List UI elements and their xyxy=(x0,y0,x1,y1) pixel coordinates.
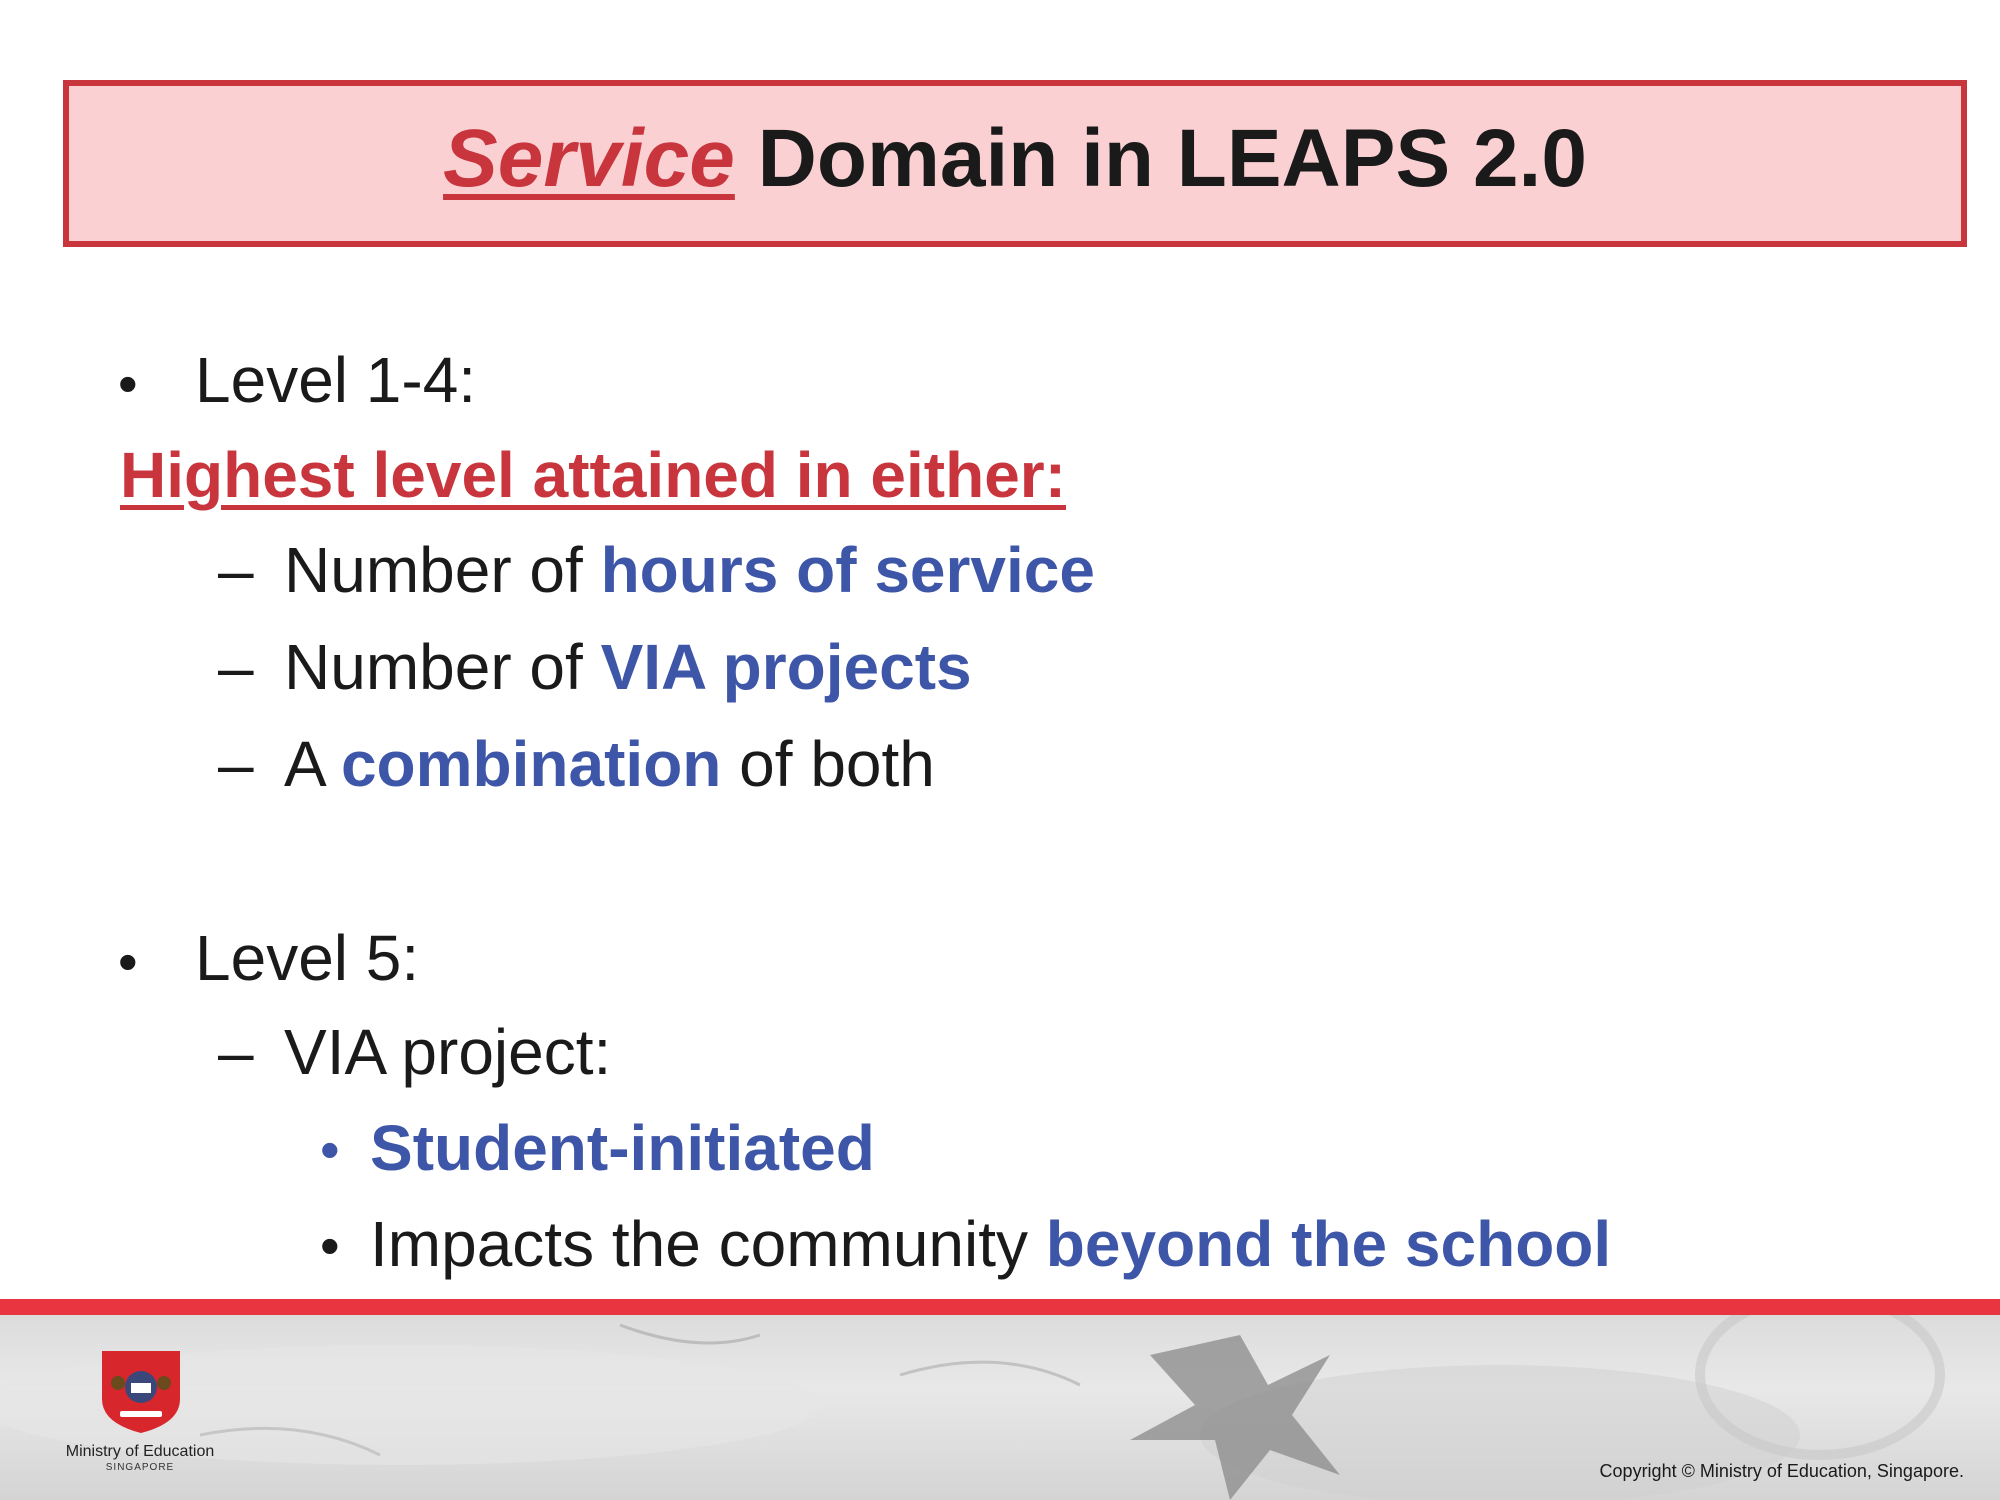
title-accent: Service xyxy=(443,112,735,204)
slide-title xyxy=(443,112,1587,204)
sub-hours-of-service xyxy=(284,534,1095,606)
subsub-beyond-school xyxy=(370,1208,1612,1280)
sub-via-project: VIA project: xyxy=(284,1016,612,1088)
subsub-marker: • xyxy=(320,1118,340,1181)
bullet-marker: • xyxy=(118,930,138,993)
sub-emphasis: VIA projects xyxy=(600,631,972,703)
sub-text: Number of xyxy=(284,631,601,703)
title-rest: Domain in LEAPS 2.0 xyxy=(734,112,1587,204)
subsub-emphasis: beyond the school xyxy=(1045,1208,1612,1280)
moe-crest-icon xyxy=(100,1349,182,1433)
heading-text: Highest level attained in either: xyxy=(120,439,1066,511)
subsub-marker: • xyxy=(320,1214,340,1277)
sub-text: A xyxy=(284,728,341,800)
bullet-marker: • xyxy=(118,352,138,415)
sub-via-projects xyxy=(284,631,972,703)
dash-marker: – xyxy=(218,728,254,800)
footer-bar xyxy=(0,1299,2000,1315)
sub-combination xyxy=(284,728,935,800)
subsub-student-initiated xyxy=(370,1112,875,1184)
sub-text-post: of both xyxy=(721,728,935,800)
bullet-level-5: Level 5: xyxy=(195,922,420,994)
sub-text: Number of xyxy=(284,534,601,606)
sub-emphasis: hours of service xyxy=(600,534,1095,606)
org-name: Ministry of Education xyxy=(65,1443,215,1460)
dash-marker: – xyxy=(218,631,254,703)
highest-level-heading xyxy=(120,439,1066,511)
title-box xyxy=(63,80,1967,247)
bullet-level-1-4: Level 1-4: xyxy=(195,344,477,416)
org-country: SINGAPORE xyxy=(105,1462,175,1473)
dash-marker: – xyxy=(218,534,254,606)
copyright-text: Copyright © Ministry of Education, Singapore. xyxy=(1599,1461,1964,1481)
subsub-emphasis: Student-initiated xyxy=(370,1112,875,1184)
dash-marker: – xyxy=(218,1016,254,1088)
subsub-text: Impacts the community xyxy=(370,1208,1046,1280)
sub-emphasis: combination xyxy=(340,728,722,800)
